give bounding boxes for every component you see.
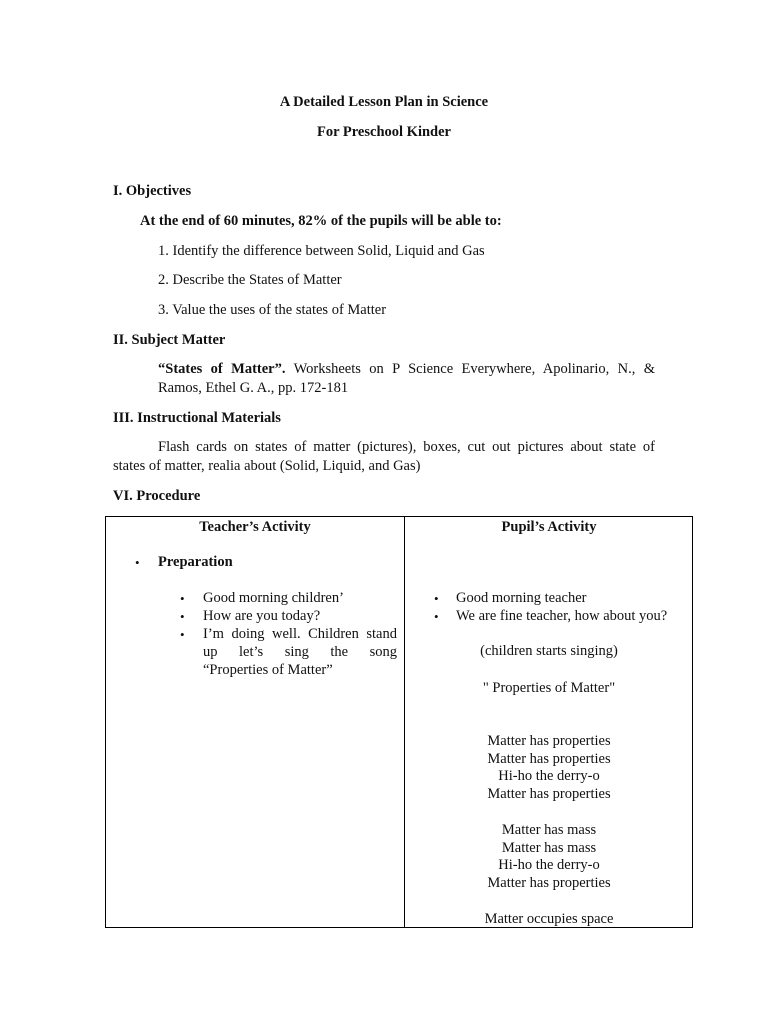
objective-item-3: 3. Value the uses of the states of Matter [158,302,387,318]
procedure-heading: VI. Procedure [113,488,201,504]
bullet-icon: • [180,609,185,624]
song-line: Matter has properties [487,751,611,767]
subject-matter-reference: Worksheets on P Science Everywhere, Apolinario, N., & [285,361,655,377]
teacher-item-3-line-2: up let’s sing the song [203,644,397,660]
pupil-note: (children starts singing) [480,643,618,659]
song-line: Hi-ho the derry-o [498,857,600,873]
page-title: A Detailed Lesson Plan in Science [279,94,489,110]
preparation-label: Preparation [158,554,233,570]
objective-item-2: 2. Describe the States of Matter [158,272,342,288]
song-line: Matter has mass [501,840,597,856]
song-title: " Properties of Matter" [482,680,616,696]
song-line: Hi-ho the derry-o [498,768,600,784]
bullet-icon: • [135,555,140,570]
materials-heading: III. Instructional Materials [113,410,281,426]
materials-line-2: states of matter, realia about (Solid, Liquid, and Gas) [113,458,421,474]
teacher-activity-header: Teacher’s Activity [199,519,311,535]
song-line: Matter has properties [487,786,611,802]
song-line: Matter has properties [487,875,611,891]
pupil-item-1: Good morning teacher [456,590,587,606]
song-line: Matter has mass [501,822,597,838]
teacher-item-3-line-1: I’m doing well. Children stand [203,626,397,642]
teacher-item-1: Good morning children’ [203,590,344,606]
materials-line-1: Flash cards on states of matter (pictures), boxes, cut out pictures about state of [158,439,655,455]
objective-item-1: 1. Identify the difference between Solid, Liquid and Gas [158,243,485,259]
subject-matter-title: “States of Matter”. [158,361,286,377]
song-line: Matter occupies space [484,911,614,927]
song-line: Matter has properties [487,733,611,749]
bullet-icon: • [434,591,439,606]
teacher-item-2: How are you today? [203,608,321,624]
objectives-intro: At the end of 60 minutes, 82% of the pupils will be able to: [140,213,502,229]
pupil-item-2: We are fine teacher, how about you? [456,608,668,624]
subject-matter-line-1 [158,361,655,378]
teacher-item-3-line-3: “Properties of Matter” [203,662,333,678]
page-subtitle: For Preschool Kinder [317,124,451,140]
bullet-icon: • [180,591,185,606]
pupil-activity-header: Pupil’s Activity [501,519,597,535]
bullet-icon: • [434,609,439,624]
subject-matter-line-2: Ramos, Ethel G. A., pp. 172-181 [158,380,349,396]
subject-matter-heading: II. Subject Matter [113,332,226,348]
bullet-icon: • [180,627,185,642]
objectives-heading: I. Objectives [113,183,192,199]
